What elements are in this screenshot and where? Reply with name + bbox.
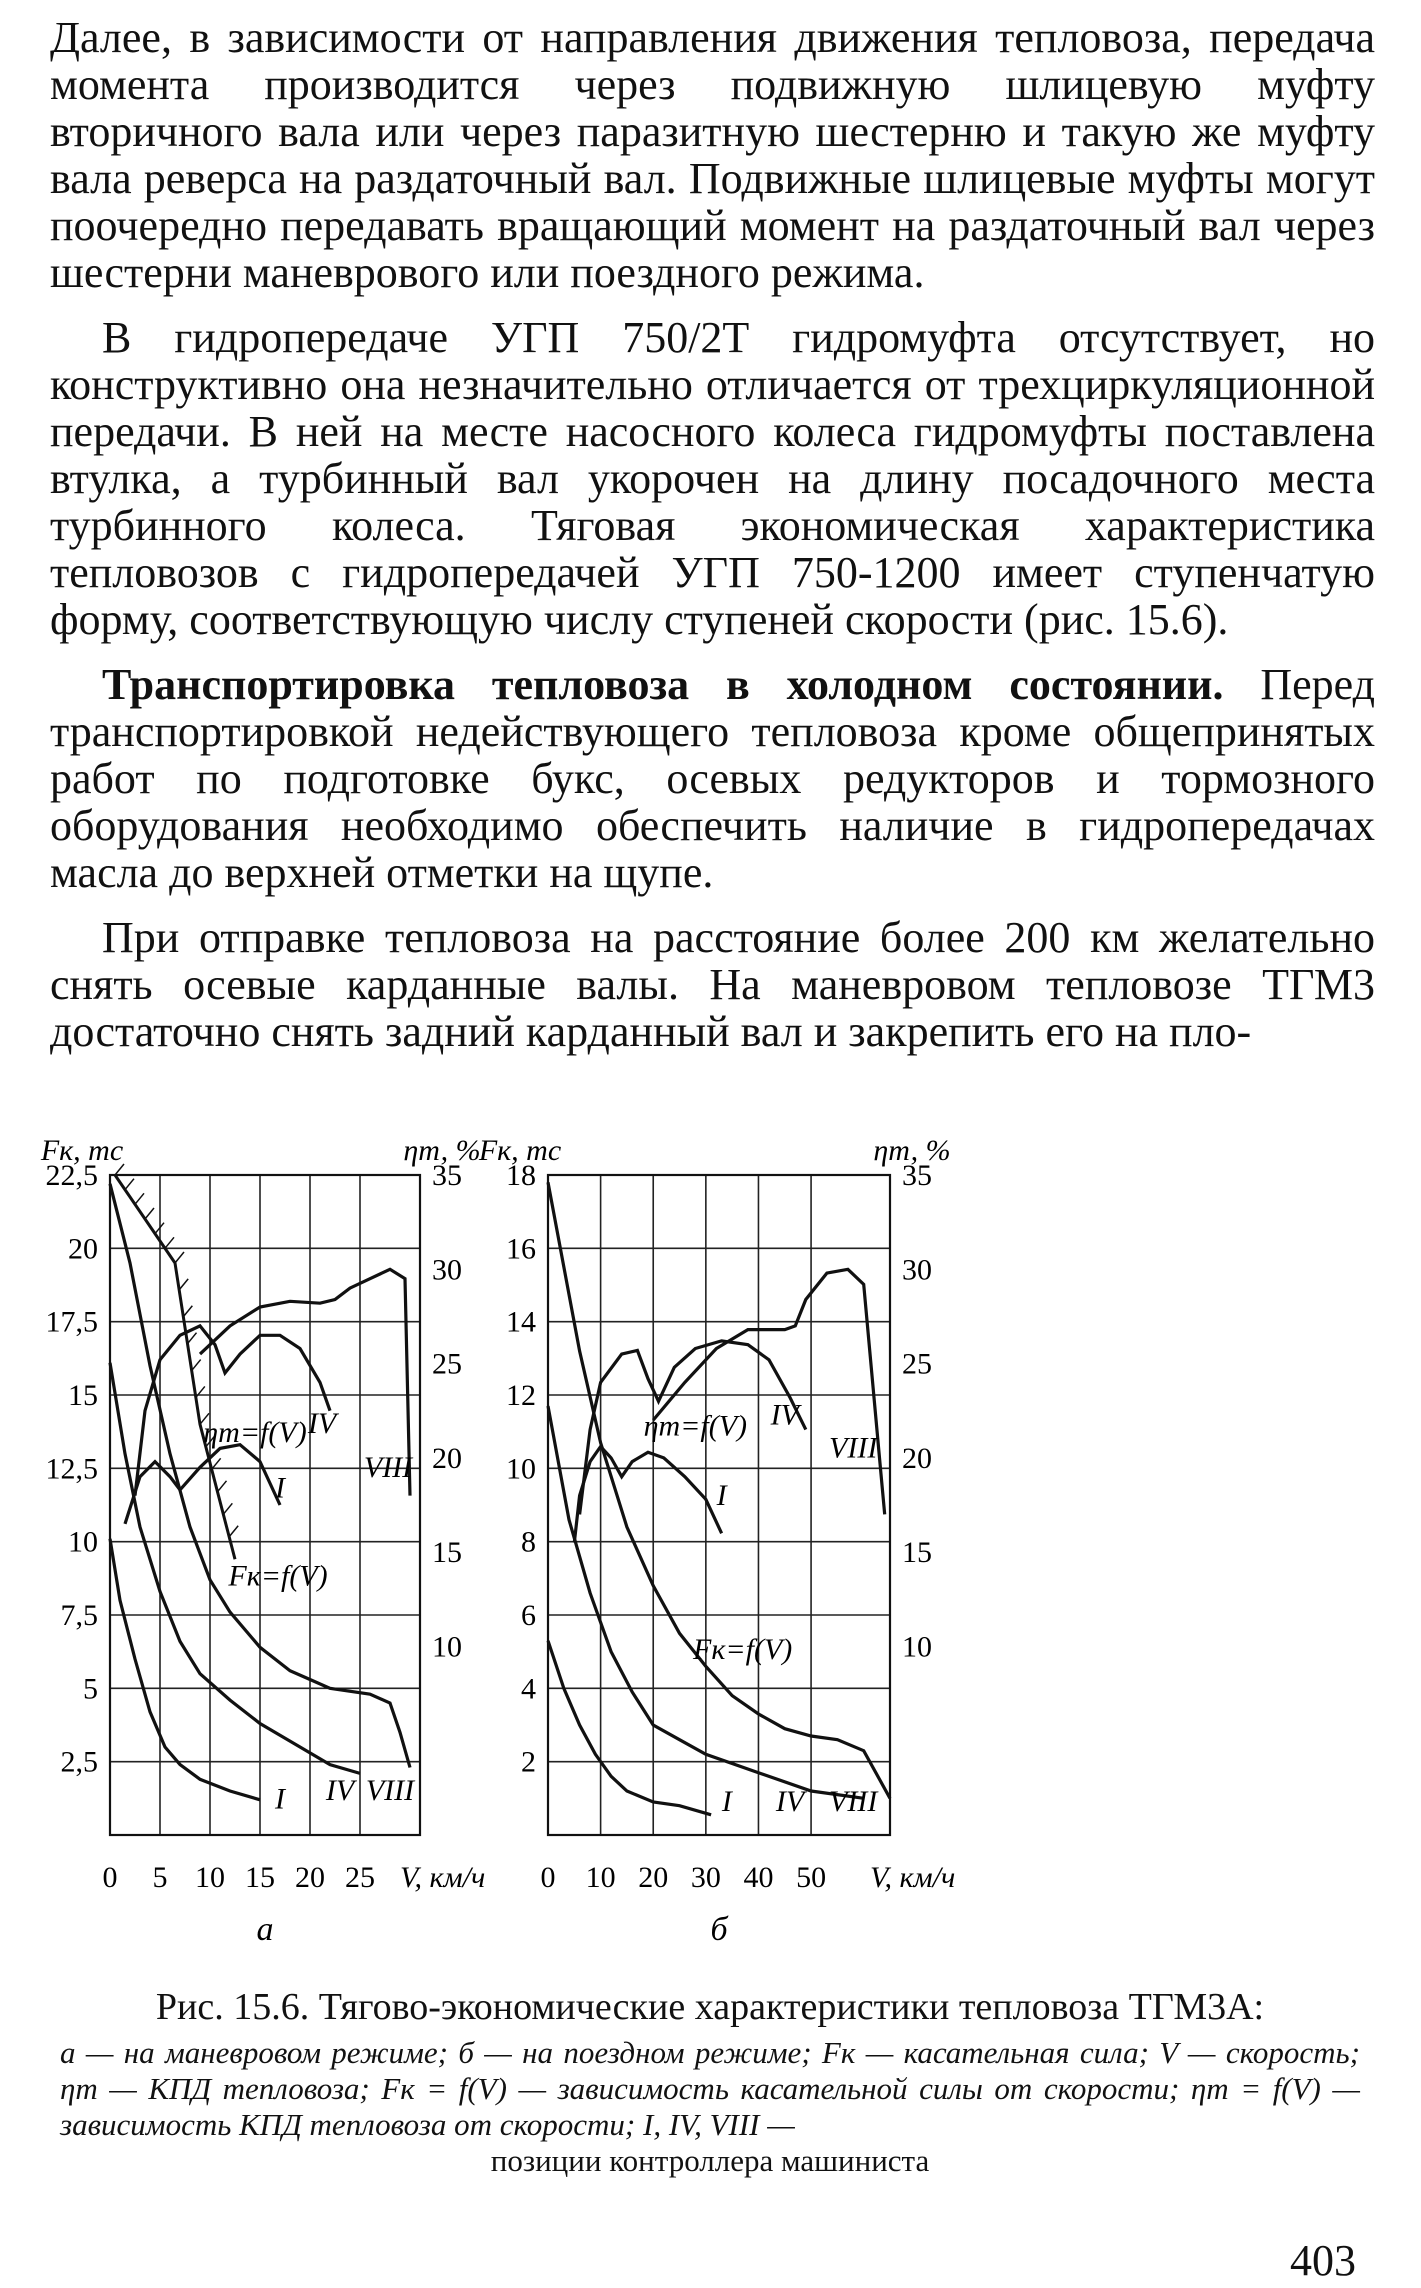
limit-hatch [145, 1208, 154, 1219]
paragraph: В гидропередаче УГП 750/2Т гидромуфта отсутствует, но конструктивно она незначительно отличается от трехциркуляционной передачи. В ней на месте насосного колеса гидромуфты поставлена втулка, а турбинный вал укорочен на длину посадочного места турбинного колеса. Тяговая экономическая характеристика тепловозов с гидропередачей УГП 750-1200 имеет ступенчатую форму, соответствующую числу ступеней скорости (рис. 15.6). [50, 313, 1375, 644]
limit-hatch [223, 1503, 232, 1514]
y-right-tick-label: 20 [902, 1441, 932, 1475]
y-left-tick-label: 18 [506, 1159, 536, 1192]
annotation-label: ηт=f(V) [643, 1409, 748, 1443]
y-right-tick-label: 35 [902, 1159, 932, 1192]
y-right-axis-label: ηт, % [403, 1134, 481, 1167]
x-tick-label: 30 [690, 1861, 721, 1894]
y-left-tick-label: 7,5 [60, 1599, 98, 1632]
limit-hatch [183, 1306, 192, 1317]
figure [30, 1100, 1400, 2000]
figure-graphics [30, 1100, 1400, 2000]
x-tick-label: 20 [295, 1861, 325, 1894]
limit-hatch [165, 1237, 174, 1248]
x-tick-label: 40 [743, 1861, 774, 1894]
paragraph: Далее, в зависимости от направления движения тепловоза, передача момента производится через подвижную шлицевую муфту вторичного вала или через паразитную шестерню и такую же муфту вала реверса на раздаточный вал. Подвижные шлицевые муфты могут поочередно передавать вращающий момент на раздаточный вал через шестерни маневрового или поездного режима. [50, 13, 1375, 297]
x-tick-label: 0 [540, 1861, 556, 1894]
annotation-label: VIII [829, 1431, 878, 1465]
limit-hatch [175, 1252, 184, 1263]
y-right-tick-label: 20 [432, 1441, 462, 1475]
y-left-tick-label: 12 [506, 1379, 536, 1412]
x-tick-label: 5 [152, 1861, 168, 1894]
y-right-tick-label: 30 [902, 1253, 932, 1287]
paragraph-text: Перед транспортировкой недействующего тепловоза кроме общепринятых работ по подготовке букс, осевых редукторов и тормозного оборудования необходимо обеспечить наличие в гидропередачах масла до верхней отметки на щупе. [50, 660, 1375, 897]
limit-hatch [125, 1179, 134, 1190]
limit-hatch [218, 1481, 227, 1492]
body-text [50, 14, 1375, 1073]
annotation-label: VIII [829, 1785, 878, 1819]
series-curve-I-right [125, 1445, 280, 1524]
y-left-tick-label: 10 [68, 1525, 98, 1559]
y-left-tick-label: 14 [506, 1305, 536, 1339]
limit-hatch [188, 1333, 197, 1344]
x-tick-label: 50 [796, 1861, 827, 1894]
series-curve-I-right [574, 1447, 721, 1543]
limit-hatch [135, 1193, 144, 1204]
limit-hatch [179, 1279, 188, 1290]
annotation-label: Fк=f(V) [228, 1559, 328, 1593]
x-axis-label: V, км/ч [870, 1861, 956, 1894]
x-tick-label: 0 [102, 1861, 118, 1894]
annotation-label: I [716, 1479, 727, 1512]
y-left-tick-label: 16 [506, 1232, 536, 1266]
annotation-label: I [275, 1471, 285, 1505]
limit-hatch [229, 1526, 238, 1537]
x-axis-label: V, км/ч [400, 1861, 486, 1894]
x-tick-label: 25 [345, 1861, 375, 1894]
y-right-tick-label: 25 [902, 1347, 932, 1381]
y-left-axis-label: Fк, тс [40, 1134, 124, 1167]
paragraph-heading: Транспортировка тепловоза в холодном состоянии. [102, 660, 1224, 709]
annotation-label: I [275, 1782, 285, 1816]
series-curve-VIII-right [653, 1269, 885, 1514]
y-left-tick-label: 22,5 [45, 1159, 98, 1192]
limit-hatch [192, 1360, 201, 1371]
annotation-label: IV [770, 1398, 799, 1432]
annotation-label: IV [775, 1785, 805, 1819]
annotation-label: I [721, 1785, 732, 1819]
caption-title: Рис. 15.6. Тягово-экономические характеристики тепловоза ТГМ3А: [155, 1986, 1265, 2028]
x-tick-label: 10 [585, 1861, 616, 1894]
y-left-tick-label: 8 [521, 1525, 536, 1559]
y-right-tick-label: 15 [432, 1536, 462, 1570]
page-number: 403 [1290, 2236, 1356, 2285]
annotation-label: Fк=f(V) [693, 1633, 793, 1666]
y-left-tick-label: 12,5 [45, 1452, 98, 1486]
paragraph [50, 661, 1375, 896]
annotation-label: VIII [363, 1451, 413, 1485]
plot-frame [110, 1175, 420, 1835]
y-right-axis-label: ηт, % [873, 1134, 951, 1167]
paragraph: При отправке тепловоза на расстояние более 200 км желательно снять осевые карданные валы. На маневровом тепловозе ТГМ3 достаточно снять задний карданный вал и закрепить его на пло- [50, 913, 1375, 1056]
y-left-tick-label: 5 [83, 1672, 98, 1706]
y-right-tick-label: 10 [432, 1630, 462, 1664]
y-right-tick-label: 10 [902, 1630, 932, 1664]
y-left-axis-label: Fк, тс [478, 1134, 562, 1167]
y-left-tick-label: 20 [68, 1232, 98, 1266]
caption-legend: а — на маневровом режиме; б — на поездном режиме; Fк — касательная сила; V — скорость; ηт — КПД тепловоза; Fк = f(V) — зависимость касательной силы от скорости; ηт = f(V) — зависимость КПД тепловоза от скорости; I, IV, VIII — [60, 2035, 1360, 2142]
y-right-tick-label: 30 [432, 1253, 462, 1287]
y-right-tick-label: 25 [432, 1347, 462, 1381]
caption-legend-end: позиции контроллера машиниста [490, 2143, 930, 2178]
series-curve-I-left [548, 1641, 711, 1815]
annotation-label: ηт=f(V) [203, 1415, 307, 1449]
y-left-tick-label: 10 [506, 1452, 536, 1486]
x-tick-label: 10 [195, 1861, 225, 1894]
figure-caption [60, 1985, 1360, 2179]
x-tick-label: 15 [245, 1861, 275, 1894]
y-left-tick-label: 6 [521, 1599, 536, 1632]
annotation-label: VIII [365, 1773, 415, 1807]
panel-label: б [710, 1911, 728, 1948]
y-right-tick-label: 35 [432, 1159, 462, 1192]
y-left-tick-label: 2,5 [60, 1745, 98, 1779]
annotation-label: IV [325, 1773, 355, 1807]
annotation-label: IV [307, 1407, 337, 1441]
x-tick-label: 20 [638, 1861, 669, 1894]
y-left-tick-label: 2 [521, 1745, 536, 1779]
panel-label: а [256, 1911, 274, 1948]
y-right-tick-label: 15 [902, 1536, 932, 1570]
y-left-tick-label: 4 [521, 1672, 536, 1706]
y-left-tick-label: 17,5 [45, 1305, 98, 1339]
y-left-tick-label: 15 [68, 1379, 98, 1412]
